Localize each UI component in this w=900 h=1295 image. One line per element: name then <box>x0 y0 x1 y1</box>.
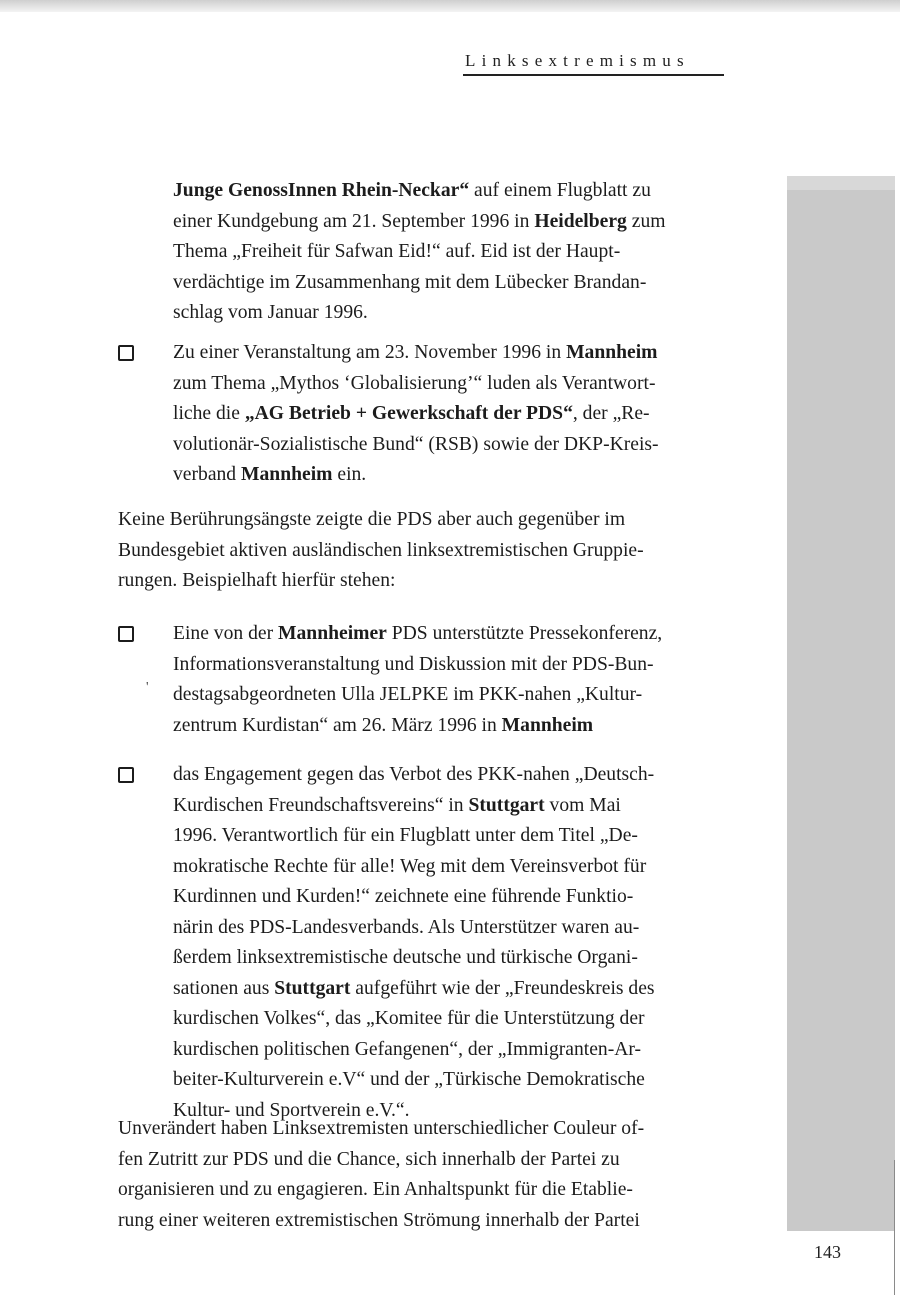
text-line <box>173 760 725 791</box>
text-run: liche die <box>173 403 245 424</box>
text-run: rung einer weiteren extremistischen Strömung innerhalb der Partei <box>118 1209 640 1231</box>
bold-term: Mannheim <box>566 342 658 363</box>
text-line <box>173 338 725 369</box>
text-line <box>173 176 725 207</box>
text-run: zum Thema „Mythos ‘Globalisierung’“ luden als Verantwort- <box>173 372 656 394</box>
text-run: beiter-Kulturverein e.V“ und der „Türkische Demokratische <box>173 1069 645 1090</box>
text-run: auf einem Flugblatt zu <box>469 180 651 201</box>
text-line <box>173 821 725 852</box>
text-line <box>173 1035 725 1066</box>
stray-mark: ' <box>146 680 149 695</box>
text-line <box>173 268 725 299</box>
text-run: Kurdinnen und Kurden!“ zeichnete eine führende Funktio- <box>173 886 634 907</box>
text-line <box>118 566 725 597</box>
page-edge-line <box>894 1160 895 1295</box>
bold-term: Mannheim <box>241 464 333 485</box>
checkbox-bullet-icon <box>118 345 134 361</box>
text-run: vom Mai <box>544 794 621 816</box>
text-line <box>173 237 725 268</box>
scan-edge-shadow <box>0 0 900 12</box>
text-run: Unverändert haben Linksextremisten unterschiedlicher Couleur of- <box>118 1118 645 1139</box>
text-line <box>118 505 725 536</box>
bold-term: Mannheim <box>501 714 594 736</box>
text-run: volutionär-Sozialistische Bund“ (RSB) sowie der DKP-Kreis- <box>173 433 659 455</box>
list-item-continuation <box>173 176 725 329</box>
text-line <box>173 619 725 650</box>
list-item <box>173 338 725 491</box>
text-run: Keine Berührungsängste zeigte die PDS aber auch gegenüber im <box>118 509 626 530</box>
text-run: ßerdem linksextremistische deutsche und türkische Organi- <box>173 947 638 968</box>
text-line <box>173 1065 725 1096</box>
text-run: sationen aus <box>173 977 275 999</box>
header-rule <box>463 74 724 76</box>
text-run: Zu einer Veranstaltung am 23. November 1996 in <box>173 342 567 363</box>
text-line <box>173 913 725 944</box>
text-line <box>173 399 725 430</box>
text-run: organisieren und zu engagieren. Ein Anhaltspunkt für die Etablie- <box>118 1179 633 1200</box>
text-run: Informationsveranstaltung und Diskussion mit der PDS-Bun- <box>173 653 654 675</box>
text-line <box>173 882 725 913</box>
text-run: Eine von der <box>173 623 279 644</box>
text-line <box>173 943 725 974</box>
text-line <box>173 974 725 1005</box>
text-run: närin des PDS-Landesverbands. Als Unterstützer waren au- <box>173 916 640 938</box>
page-number: 143 <box>814 1242 841 1262</box>
text-run: aufgeführt wie der „Freundeskreis des <box>350 977 655 999</box>
text-run: einer Kundgebung am 21. September 1996 in <box>173 210 535 232</box>
list-item <box>173 619 725 741</box>
text-run: 1996. Verantwortlich für ein Flugblatt unter dem Titel „De- <box>173 825 638 846</box>
margin-band <box>787 176 895 1231</box>
bold-term: Stuttgart <box>468 794 545 816</box>
text-line <box>173 852 725 883</box>
text-run: fen Zutritt zur PDS und die Chance, sich innerhalb der Partei zu <box>118 1148 620 1170</box>
text-line <box>173 369 725 400</box>
text-run: destagsabgeordneten Ulla JELPKE im PKK-nahen „Kultur- <box>173 684 643 705</box>
text-line <box>118 1114 725 1145</box>
text-line <box>173 460 725 491</box>
text-line <box>173 680 725 711</box>
text-run: kurdischen politischen Gefangenen“, der „Immigranten-Ar- <box>173 1038 642 1060</box>
text-line <box>173 711 725 742</box>
text-line <box>118 1145 725 1176</box>
text-line <box>118 536 725 567</box>
text-run: , der „Re- <box>572 403 650 424</box>
text-run: kurdischen Volkes“, das „Komitee für die Unterstützung der <box>173 1008 645 1029</box>
checkbox-bullet-icon <box>118 626 134 642</box>
text-run: schlag vom Januar 1996. <box>173 302 368 323</box>
text-line <box>173 430 725 461</box>
text-run: ein. <box>332 464 367 485</box>
text-line <box>173 1004 725 1035</box>
text-run: Thema „Freiheit für Safwan Eid!“ auf. Eid ist der Haupt- <box>173 241 621 262</box>
text-run: das Engagement gegen das Verbot des PKK-nahen „Deutsch- <box>173 764 655 785</box>
bold-term: Heidelberg <box>534 210 627 232</box>
text-line <box>173 791 725 822</box>
checkbox-bullet-icon <box>118 767 134 783</box>
bold-term: Junge GenossInnen Rhein-Neckar“ <box>173 180 470 201</box>
text-line <box>118 1206 725 1237</box>
text-run: Kurdischen Freundschaftsvereins“ in <box>173 794 469 816</box>
text-run: zum <box>626 210 666 232</box>
text-run: Kultur- und Sportverein e.V.“. <box>173 1099 410 1121</box>
text-line <box>173 298 725 329</box>
text-run: verband <box>173 464 242 485</box>
text-run: verdächtige im Zusammenhang mit dem Lübecker Brandan- <box>173 271 647 293</box>
text-run: mokratische Rechte für alle! Weg mit dem Vereinsverbot für <box>173 855 647 877</box>
bold-term: „AG Betrieb + Gewerkschaft der PDS“ <box>244 403 573 424</box>
running-head: Linksextremismus <box>465 51 690 70</box>
text-line <box>173 207 725 238</box>
body-paragraph <box>118 505 725 597</box>
bold-term: Mannheimer <box>278 623 387 644</box>
list-item <box>173 760 725 1126</box>
text-run: Bundesgebiet aktiven ausländischen linksextremistischen Gruppie- <box>118 539 644 561</box>
bold-term: Stuttgart <box>274 977 351 999</box>
text-line <box>173 650 725 681</box>
text-run: PDS unterstützte Pressekonferenz, <box>386 623 663 644</box>
text-run: rungen. Beispielhaft hierfür stehen: <box>118 570 396 591</box>
text-run: zentrum Kurdistan“ am 26. März 1996 in <box>173 714 502 736</box>
text-line <box>118 1175 725 1206</box>
body-paragraph <box>118 1114 725 1236</box>
